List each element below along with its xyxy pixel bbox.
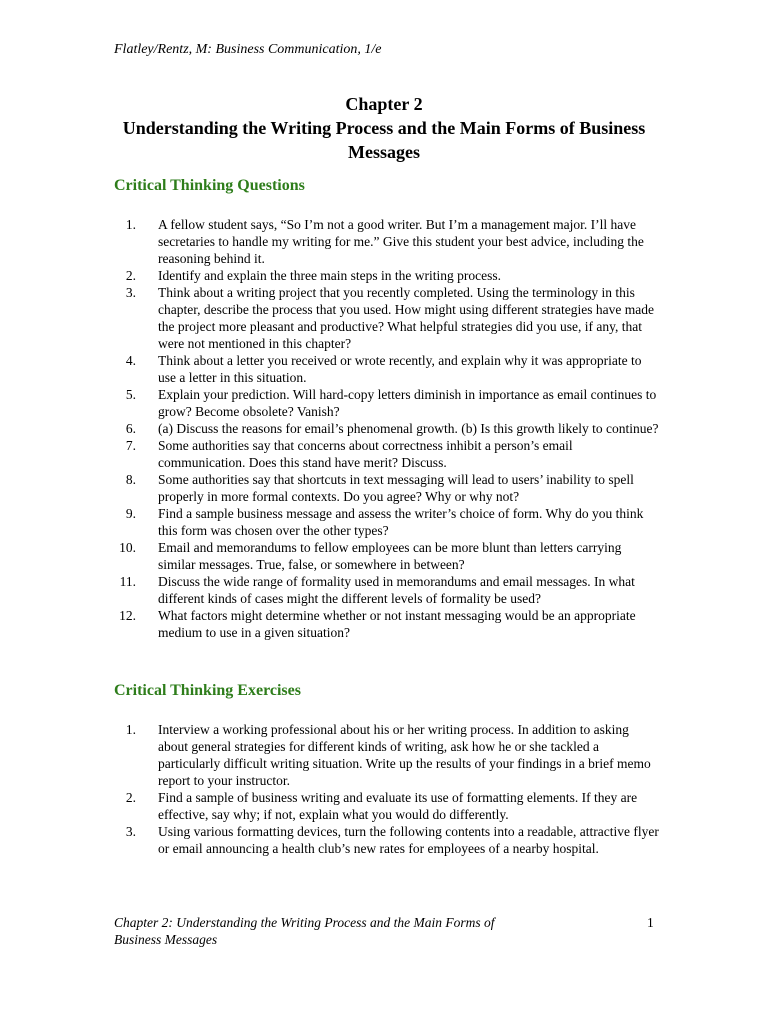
running-header: Flatley/Rentz, M: Business Communication, 1/e: [114, 42, 382, 57]
item-number: 5.: [125, 387, 136, 402]
item-text: Identify and explain the three main steps in the writing process.: [158, 268, 502, 283]
section-heading-questions: Critical Thinking Questions: [114, 177, 305, 194]
item-number: 4.: [125, 353, 136, 368]
list-item: [114, 607, 659, 641]
exercises-list: [114, 721, 659, 857]
item-text: Think about a letter you received or wrote recently, and explain why it was appropriate to use a letter in this situation.: [158, 353, 642, 385]
item-number: 10.: [119, 540, 136, 555]
list-item: [114, 573, 659, 607]
item-text: Find a sample of business writing and evaluate its use of formatting elements. If they are effective, say why; if not, explain what you would do differently.: [158, 790, 638, 822]
item-number: 7.: [125, 438, 136, 453]
list-item: [114, 789, 659, 823]
list-item: [114, 823, 659, 857]
page-number: 1: [647, 915, 654, 930]
list-item: [114, 284, 659, 352]
item-text: Think about a writing project that you recently completed. Using the terminology in this chapter, describe the process that you used. How might using different strategies have made the project more pleasant and productive? What helpful strategies did you use, if any, that were not mentioned in this chapter?: [158, 285, 654, 351]
running-footer: Chapter 2: Understanding the Writing Process and the Main Forms of Business Messages: [114, 915, 495, 947]
list-item: [114, 471, 659, 505]
questions-list: [114, 216, 659, 641]
chapter-number: Chapter 2: [345, 94, 423, 114]
item-text: (a) Discuss the reasons for email’s phenomenal growth. (b) Is this growth likely to continue?: [158, 421, 659, 436]
list-item: [114, 267, 659, 284]
item-text: What factors might determine whether or not instant messaging would be an appropriate medium to use in a given situation?: [158, 608, 636, 640]
item-text: Some authorities say that shortcuts in text messaging will lead to users’ inability to spell properly in more formal contexts. Do you agree? Why or why not?: [158, 472, 634, 504]
item-text: Some authorities say that concerns about correctness inhibit a person’s email communication. Does this stand have merit? Discuss.: [158, 438, 573, 470]
item-number: 1.: [125, 722, 136, 737]
item-text: Email and memorandums to fellow employees can be more blunt than letters carrying similar messages. True, false, or somewhere in between?: [158, 540, 622, 572]
list-item: [114, 386, 659, 420]
section-heading-exercises: Critical Thinking Exercises: [114, 682, 301, 699]
item-number: 2.: [125, 268, 136, 283]
item-number: 3.: [125, 824, 136, 839]
item-text: Explain your prediction. Will hard-copy letters diminish in importance as email continues to grow? Become obsolete? Vanish?: [158, 387, 657, 419]
item-text: Discuss the wide range of formality used in memorandums and email messages. In what different kinds of cases might the different levels of formality be used?: [158, 574, 635, 606]
item-number: 2.: [125, 790, 136, 805]
item-number: 8.: [125, 472, 136, 487]
list-item: [114, 352, 659, 386]
item-number: 3.: [125, 285, 136, 300]
item-text: Find a sample business message and assess the writer’s choice of form. Why do you think this form was chosen over the other types?: [158, 506, 644, 538]
item-number: 1.: [125, 217, 136, 232]
list-item: [114, 505, 659, 539]
list-item: [114, 437, 659, 471]
list-item: [114, 420, 659, 437]
item-text: A fellow student says, “So I’m not a good writer. But I’m a management major. I’ll have secretaries to handle my writing for me.” Give this student your best advice, including the reasoning behind it.: [158, 217, 644, 266]
item-text: Interview a working professional about his or her writing process. In addition to asking about general strategies for different kinds of writing, ask how he or she tackled a particularly difficult writing situation. Write up the results of your findings in a brief memo report to your instructor.: [158, 722, 651, 788]
item-number: 9.: [125, 506, 136, 521]
list-item: [114, 216, 659, 267]
item-number: 11.: [119, 574, 136, 589]
chapter-title: Understanding the Writing Process and the Main Forms of Business Messages: [122, 118, 646, 162]
item-number: 6.: [125, 421, 136, 436]
list-item: [114, 539, 659, 573]
list-item: [114, 721, 659, 789]
item-number: 12.: [119, 608, 136, 623]
item-text: Using various formatting devices, turn the following contents into a readable, attractive flyer or email announcing a health club’s new rates for employees of a nearby hospital.: [158, 824, 659, 856]
